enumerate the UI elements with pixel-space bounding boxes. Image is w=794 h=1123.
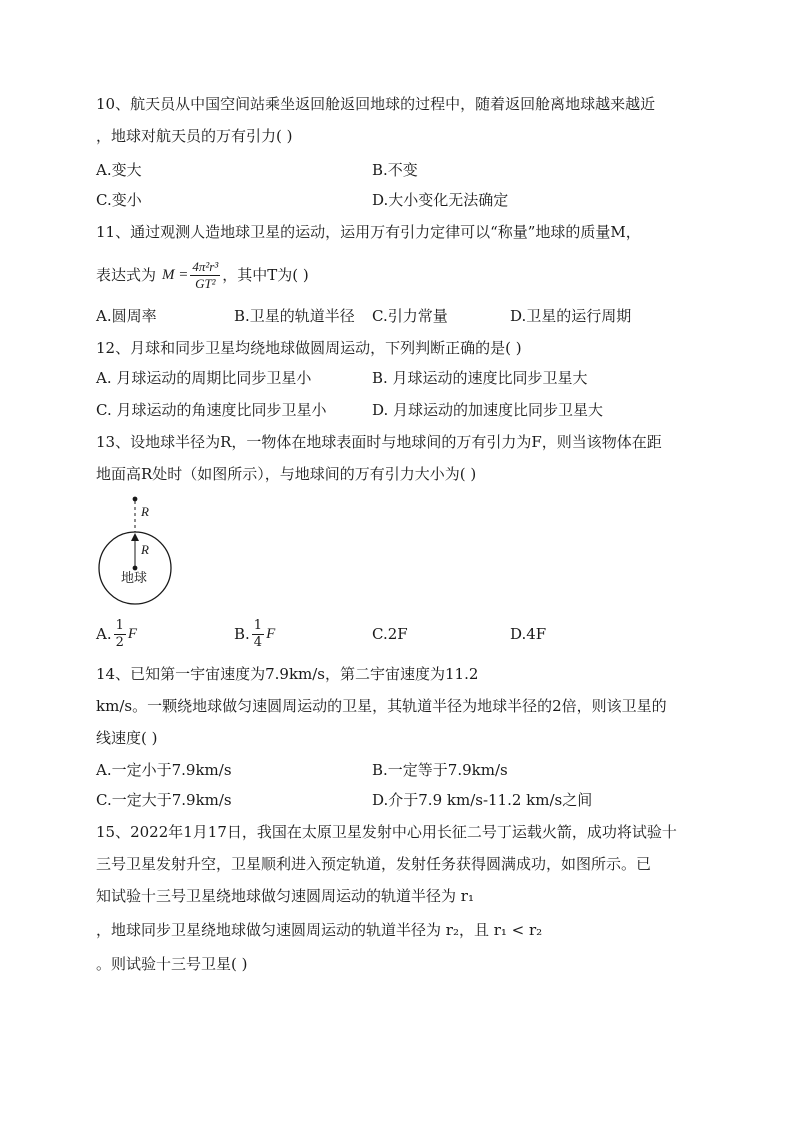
- q12-stem: 12、月球和同步卫星均绕地球做圆周运动，下列判断正确的是( ): [96, 339, 522, 357]
- q15-stem-line1: 15、2022年1月17日，我国在太原卫星发射中心用长征二号丁运载火箭，成功将试验十: [96, 823, 677, 841]
- earth-label: 地球: [121, 570, 148, 585]
- q11-formula-lhs: M =: [162, 267, 189, 283]
- q14-stem-line1: 14、已知第一宇宙速度为7.9km/s，第二宇宙速度为11.2: [96, 665, 479, 683]
- q15-stem-line4: ，地球同步卫星绕地球做匀速圆周运动的轨道半径为 r₂，且 r₁ < r₂: [96, 921, 543, 939]
- q14-stem-line2: km/s。一颗绕地球做匀速圆周运动的卫星，其轨道半径为地球半径的2倍，则该卫星的: [96, 697, 667, 715]
- radius-arrow-head: [131, 533, 139, 541]
- q13-option-d[interactable]: D.4F: [510, 625, 547, 643]
- q14-stem-line3: 线速度( ): [96, 729, 158, 747]
- q11-formula-fraction: [190, 259, 220, 292]
- q13-option-c[interactable]: C.2F: [372, 625, 408, 643]
- q13-earth-figure: [90, 494, 180, 612]
- q15-stem-line2: 三号卫星发射升空，卫星顺利进入预定轨道，发射任务获得圆满成功，如图所示。已: [96, 855, 652, 873]
- q12-option-d[interactable]: D. 月球运动的加速度比同步卫星大: [372, 401, 604, 419]
- q13-option-a-denominator: 2: [115, 634, 124, 650]
- q10-option-a[interactable]: A.变大: [96, 161, 142, 179]
- q14-option-b[interactable]: B.一定等于7.9km/s: [372, 761, 508, 779]
- q13-option-b-numerator: 1: [253, 617, 263, 633]
- q14-option-d[interactable]: D.介于7.9 km/s-11.2 km/s之间: [372, 791, 593, 809]
- q10-option-d[interactable]: D.大小变化无法确定: [372, 191, 509, 209]
- q13-option-a-prefix: A.: [96, 625, 112, 643]
- q14-option-c[interactable]: C.一定大于7.9km/s: [96, 791, 232, 809]
- q11-formula-denominator: GT²: [195, 275, 216, 291]
- q13-option-a[interactable]: [96, 616, 137, 652]
- outer-r-label: R: [141, 504, 149, 519]
- q15-stem-line3: 知试验十三号卫星绕地球做匀速圆周运动的轨道半径为 r₁: [96, 887, 474, 905]
- q15-stem-line5: 。则试验十三号卫星( ): [96, 955, 248, 973]
- q13-option-a-fraction: [114, 618, 126, 651]
- q13-stem-line2: 地面高R处时（如图所示），与地球间的万有引力大小为( ): [96, 465, 477, 483]
- q11-formula-suffix: ，其中T为( ): [222, 266, 309, 284]
- object-dot: [133, 497, 138, 502]
- q11-formula-numerator: 4π²r³: [192, 258, 219, 274]
- q14-option-a[interactable]: A.一定小于7.9km/s: [96, 761, 232, 779]
- q13-option-b[interactable]: [234, 616, 275, 652]
- q13-option-b-tail: F: [266, 626, 276, 642]
- q13-option-a-tail: F: [127, 626, 138, 642]
- q11-option-b[interactable]: B.卫星的轨道半径: [234, 307, 355, 325]
- q11-stem-line1: 11、通过观测人造地球卫星的运动，运用万有引力定律可以“称量”地球的质量M，: [96, 223, 641, 241]
- q10-option-c[interactable]: C.变小: [96, 191, 142, 209]
- q13-stem-line1: 13、设地球半径为R，一物体在地球表面时与地球间的万有引力为F，则当该物体在距: [96, 433, 662, 451]
- q13-option-a-numerator: 1: [115, 617, 124, 633]
- q10-option-b[interactable]: B.不变: [372, 161, 418, 179]
- q12-option-a[interactable]: A. 月球运动的周期比同步卫星小: [96, 369, 312, 387]
- q11-formula-prefix: 表达式为: [96, 266, 157, 284]
- q11-formula-line: [96, 258, 309, 292]
- q11-option-c[interactable]: C.引力常量: [372, 307, 448, 325]
- q13-option-b-denominator: 4: [253, 634, 263, 650]
- inner-r-label: R: [141, 542, 149, 557]
- q10-stem-line2: ，地球对航天员的万有引力( ): [96, 127, 293, 145]
- q11-option-d[interactable]: D.卫星的运行周期: [510, 307, 632, 325]
- q10-stem-line1: 10、航天员从中国空间站乘坐返回舱返回地球的过程中，随着返回舱离地球越来越近: [96, 95, 656, 113]
- q13-option-b-fraction: [252, 618, 264, 651]
- q11-option-a[interactable]: A.圆周率: [96, 307, 157, 325]
- q12-option-c[interactable]: C. 月球运动的角速度比同步卫星小: [96, 401, 327, 419]
- q12-option-b[interactable]: B. 月球运动的速度比同步卫星大: [372, 369, 588, 387]
- q13-option-b-prefix: B.: [234, 625, 250, 643]
